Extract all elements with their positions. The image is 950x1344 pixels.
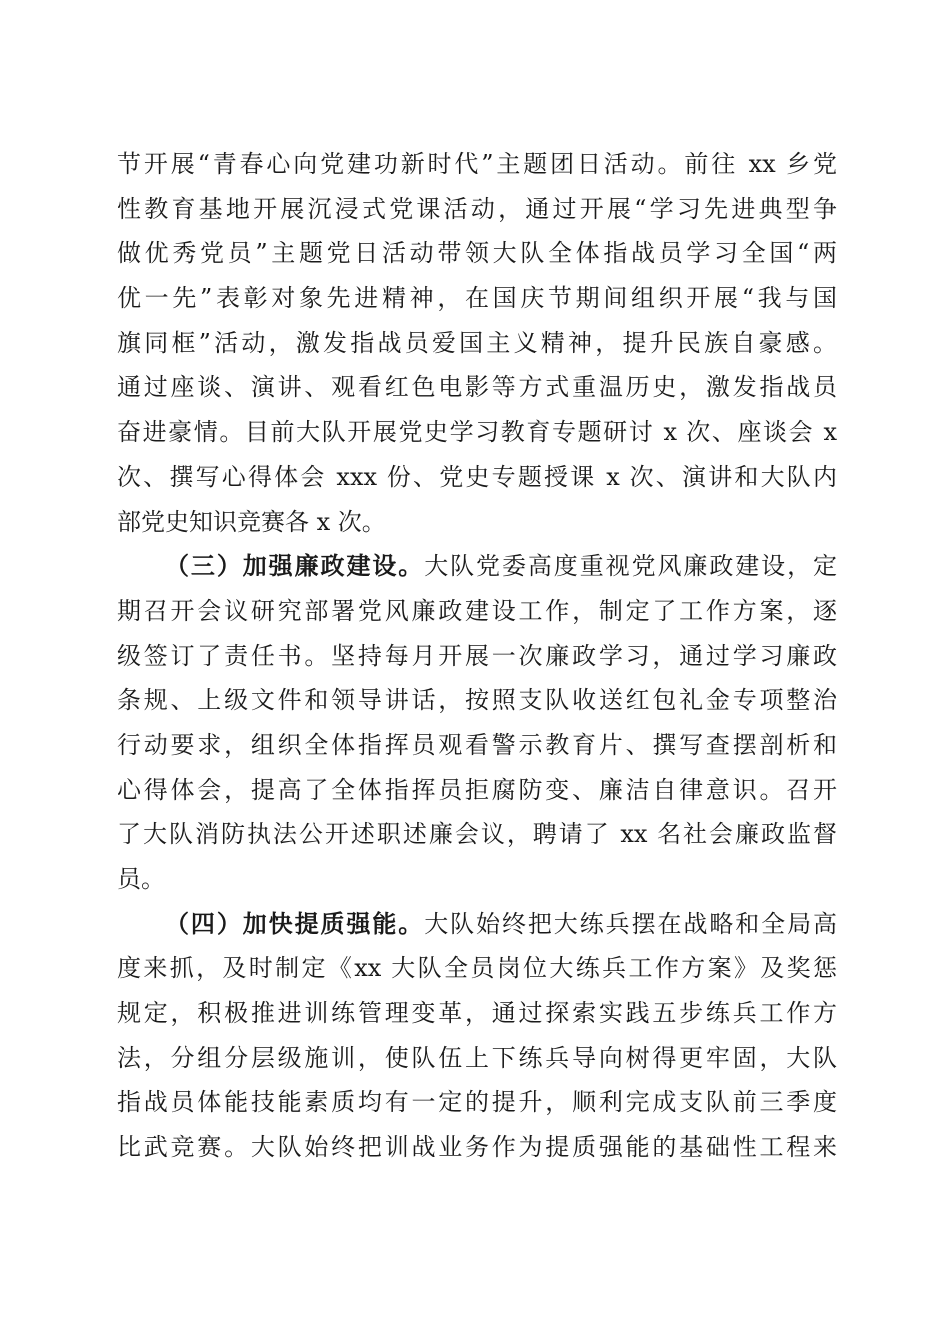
text-line: 通过座谈、演讲、观看红色电影等方式重温历史，激发指战员 (117, 373, 837, 402)
text-line: 次、撰写心得体会 xxx 份、党史专题授课 x 次、演讲和大队内 (117, 462, 837, 491)
text-line: 级签订了责任书。坚持每月开展一次廉政学习，通过学习廉政 (117, 641, 837, 670)
text-line: 指战员体能技能素质均有一定的提升，顺利完成支队前三季度 (117, 1088, 837, 1117)
text-line-first (117, 544, 837, 589)
text-line: 旗同框”活动，激发指战员爱国主义精神，提升民族自豪感。 (117, 328, 837, 357)
text-line: 做优秀党员”主题党日活动带领大队全体指战员学习全国“两 (117, 239, 837, 268)
text-line: 性教育基地开展沉浸式党课活动，通过开展“学习先进典型争 (117, 194, 837, 223)
text-line: 心得体会，提高了全体指挥员拒腐防变、廉洁自律意识。召开 (117, 775, 837, 804)
paragraph-quality-improvement (117, 902, 837, 1170)
section-heading: （三）加强廉政建设。 (165, 551, 425, 581)
text-line: 度来抓，及时制定《xx 大队全员岗位大练兵工作方案》及奖惩 (117, 954, 837, 983)
paragraph-party-history (117, 142, 837, 544)
text-line: 优一先”表彰对象先进精神，在国庆节期间组织开展“我与国 (117, 284, 837, 313)
text-line: 部党史知识竞赛各 x 次。 (117, 507, 386, 536)
document-body (117, 142, 837, 1170)
text-line: 了大队消防执法公开述职述廉会议，聘请了 xx 名社会廉政监督 (117, 820, 837, 849)
text-line: 比武竞赛。大队始终把训战业务作为提质强能的基础性工程来 (117, 1133, 837, 1162)
paragraph-integrity-building (117, 544, 837, 902)
text-line: 行动要求，组织全体指挥员观看警示教育片、撰写查摆剖析和 (117, 730, 837, 759)
text-line: 期召开会议研究部署党风廉政建设工作，制定了工作方案，逐 (117, 596, 837, 625)
text-line-first (117, 902, 837, 947)
section-heading: （四）加快提质强能。 (165, 908, 425, 938)
text-span: 大队始终把大练兵摆在战略和全局高 (424, 909, 838, 938)
text-line: 条规、上级文件和领导讲话，按照支队收送红包礼金专项整治 (117, 686, 837, 715)
text-span: 大队党委高度重视党风廉政建设，定 (424, 552, 838, 581)
text-line: 奋进豪情。目前大队开展党史学习教育专题研讨 x 次、座谈会 x (117, 418, 837, 447)
text-line: 法，分组分层级施训，使队伍上下练兵导向树得更牢固，大队 (117, 1043, 837, 1072)
text-line: 规定，积极推进训练管理变革，通过探索实践五步练兵工作方 (117, 999, 837, 1028)
text-line: 员。 (117, 865, 165, 893)
text-line: 节开展“青春心向党建功新时代”主题团日活动。前往 xx 乡党 (117, 150, 837, 178)
